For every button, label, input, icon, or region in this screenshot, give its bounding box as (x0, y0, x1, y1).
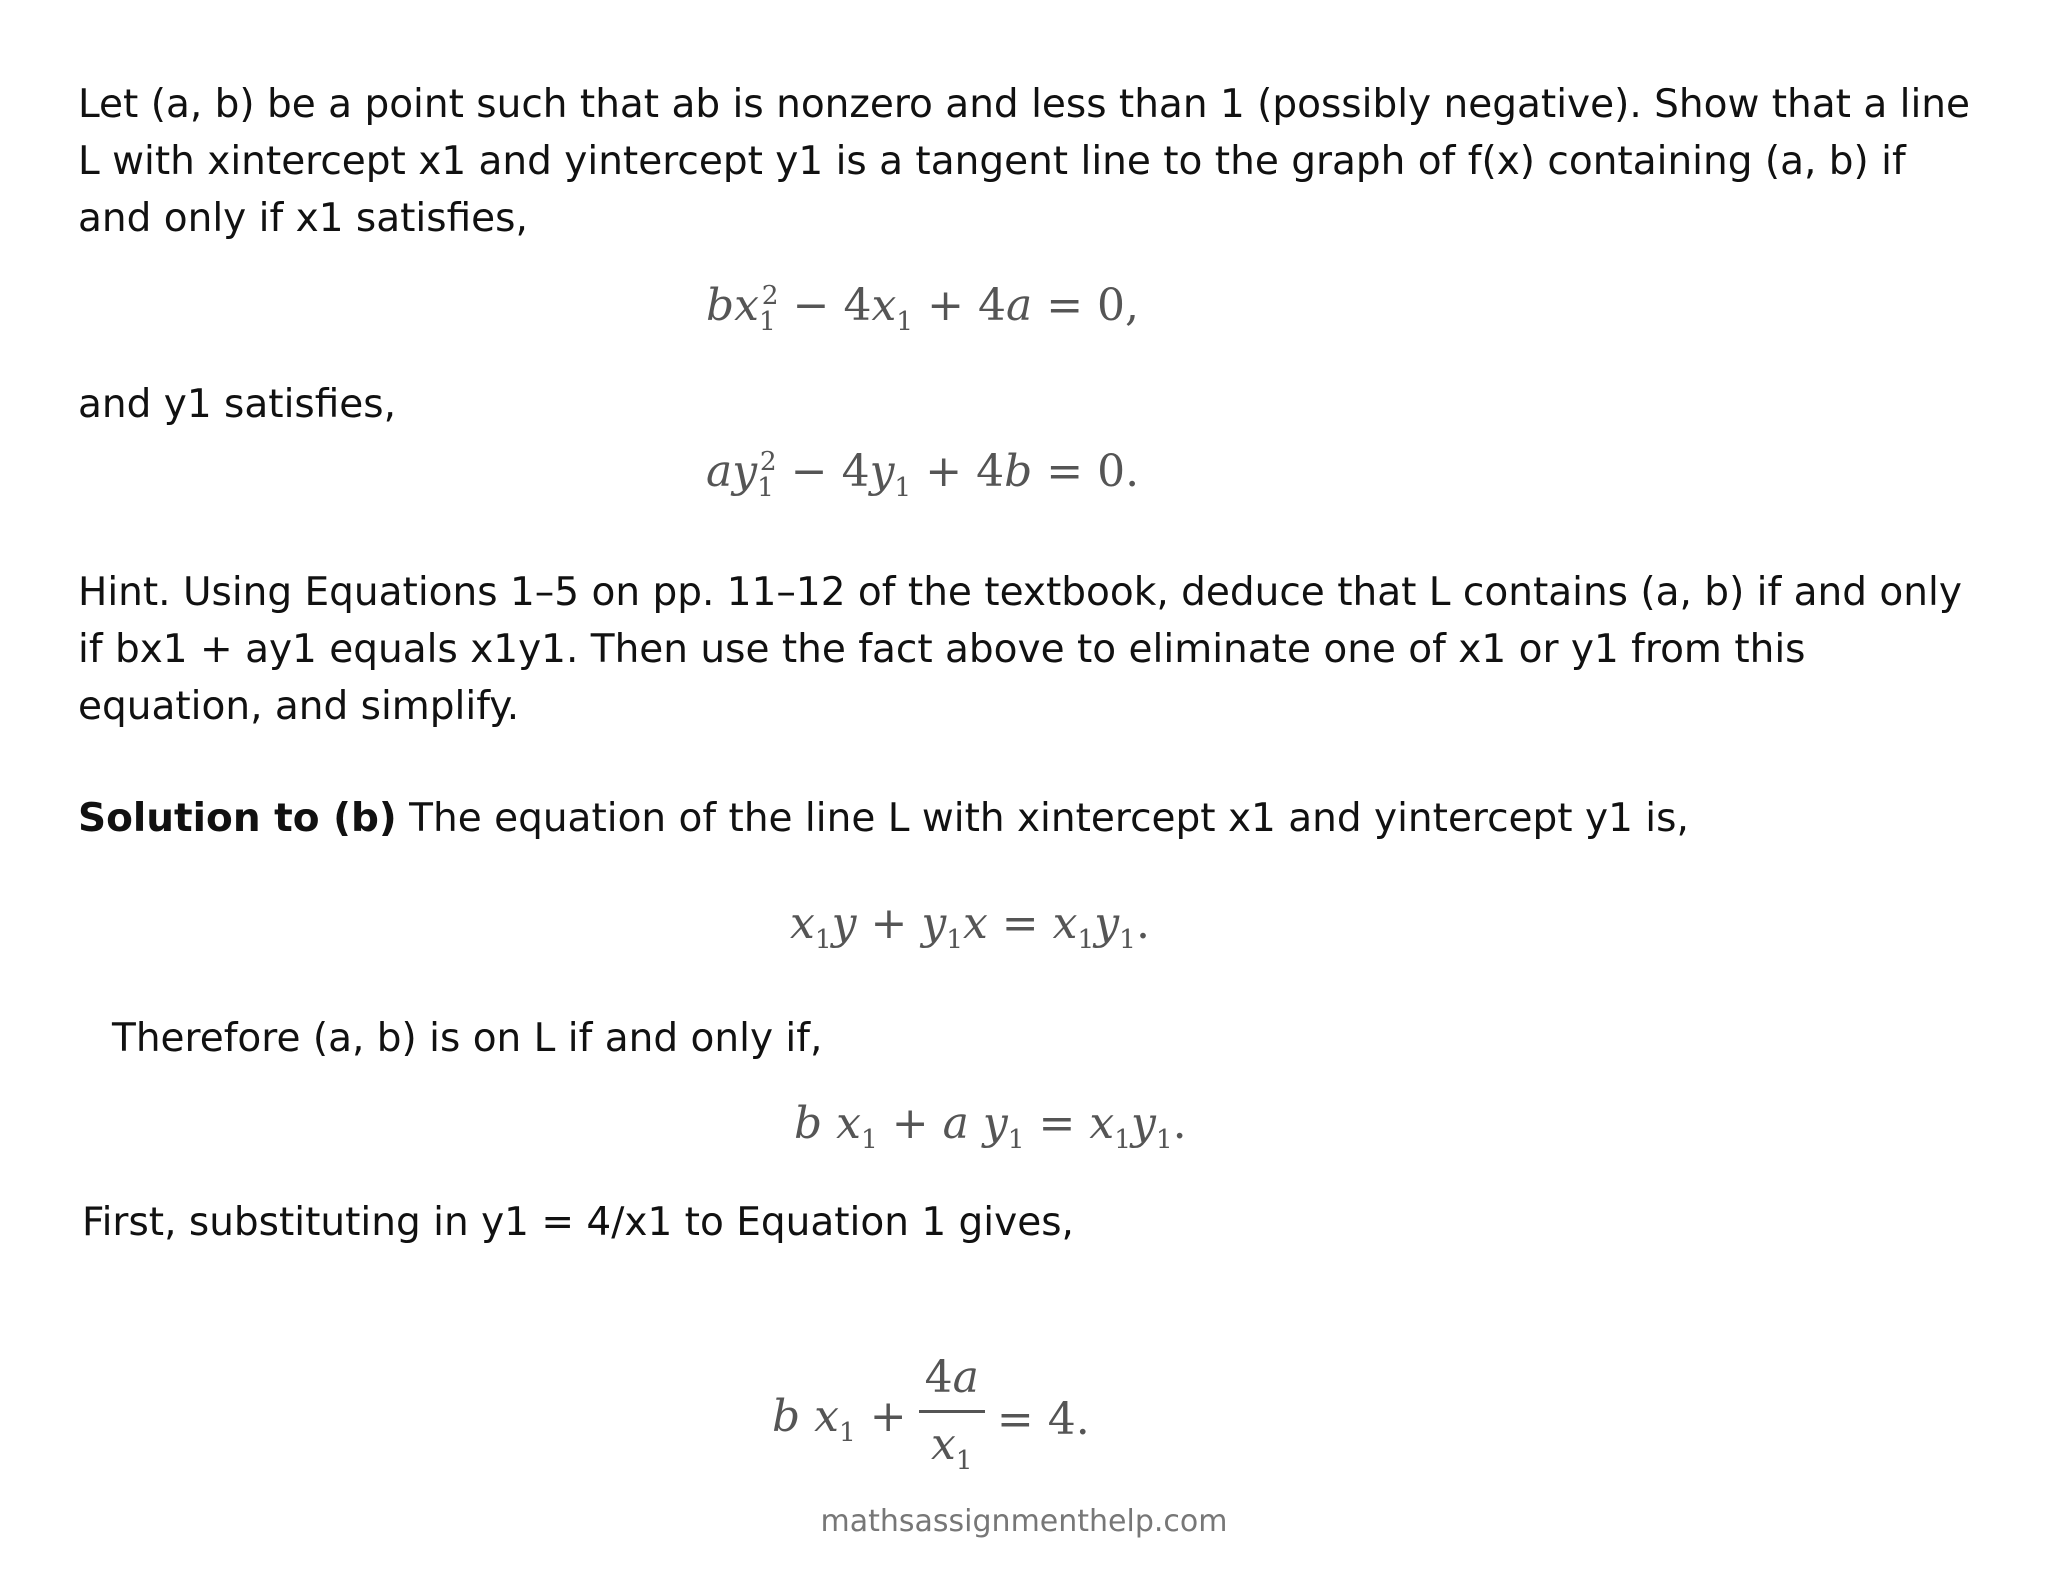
therefore-text: Therefore (a, b) is on L if and only if, (112, 1016, 823, 1061)
equation-line-l: $x_1y + y_1x = x_1y_1$. (790, 898, 1150, 955)
hint-text: Hint. Using Equations 1–5 on pp. 11–12 of the textbook, deduce that L contains (a, b) if and only if bx1 + ay1 equals x1y1. Then use the fact above to eliminate one of x1 or y1 from this equation, and simplify. (78, 570, 1962, 729)
substitution-text: First, substituting in y1 = 4/x1 to Equation 1 gives, (82, 1200, 1074, 1245)
solution-paragraph (78, 790, 1978, 847)
equation-substituted: b $x_1$ + $\frac{4a}{x_1}$ = 4. (772, 1346, 1090, 1493)
fraction-4a-over-x1: $\frac{4a}{x_1}$ (919, 1346, 985, 1493)
y1-condition-text: and y1 satisfies, (78, 382, 396, 427)
equation-y1-quadratic: $ay_1^2 - 4y_1 + 4b = 0$. (706, 446, 1140, 503)
footer-watermark: mathsassignmenthelp.com (820, 1504, 1228, 1539)
solution-label: Solution to (b) (78, 796, 397, 841)
equation-point-on-line: b $x_1 + a$ $y_1 = x_1y_1$. (794, 1098, 1187, 1155)
solution-text: The equation of the line L with xintercept x1 and yintercept y1 is, (396, 796, 1689, 841)
problem-statement: Let (a, b) be a point such that ab is nonzero and less than 1 (possibly negative). Show that a line L with xintercept x1 and yintercept y1 is a tangent line to the graph of f(x) containing (a, b) if and only if x1 satisfies, (78, 82, 1971, 241)
equation-x1-quadratic: $bx_1^2 - 4x_1 + 4a = 0$, (706, 280, 1140, 337)
